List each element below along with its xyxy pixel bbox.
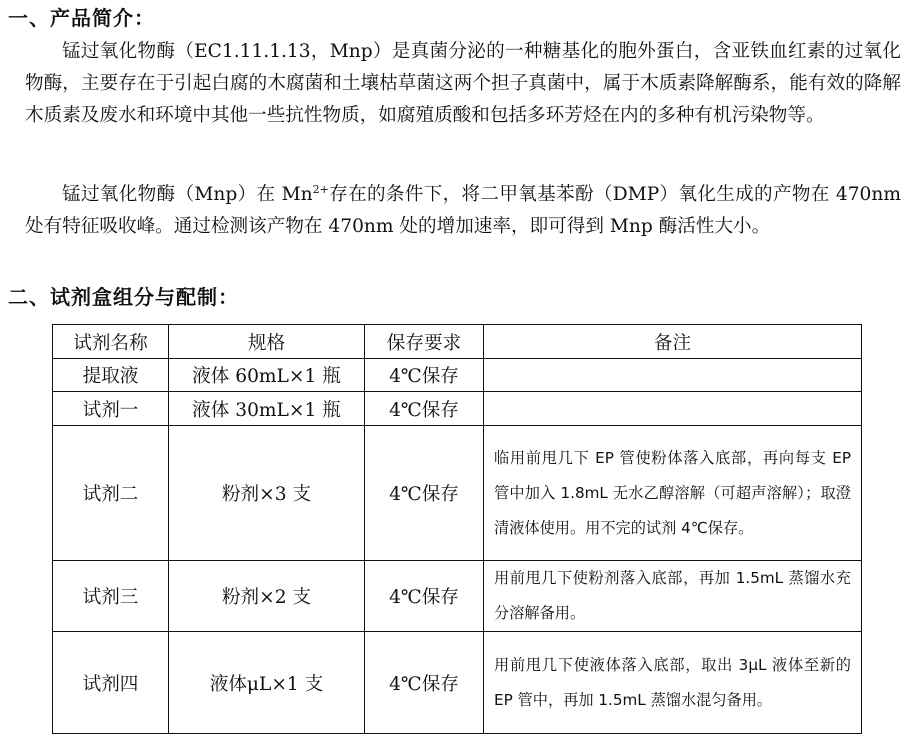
- manganese-charge-superscript: 2+: [312, 182, 329, 196]
- cell-reagent-name: 试剂一: [53, 392, 169, 426]
- cell-storage: 4℃保存: [365, 632, 484, 734]
- cell-storage: 4℃保存: [365, 392, 484, 426]
- cell-note: 用前甩几下使液体落入底部，取出 3μL 液体至新的 EP 管中，再加 1.5mL 蒸馏水混匀备用。: [484, 632, 862, 734]
- cell-note: 临用前甩几下 EP 管使粉体落入底部，再向每支 EP 管中加入 1.8mL 无水乙醇溶解（可超声溶解）；取澄清液体使用。用不完的试剂 4℃保存。: [484, 426, 862, 561]
- cell-note: 用前甩几下使粉剂落入底部，再加 1.5mL 蒸馏水充分溶解备用。: [484, 561, 862, 632]
- intro-paragraph-1: 锰过氧化物酶（EC1.11.1.13，Mnp）是真菌分泌的一种糖基化的胞外蛋白，含亚铁血红素的过氧化物酶，主要存在于引起白腐的木腐菌和土壤枯草菌这两个担子真菌中，属于木质素降解酶系，能有效的降解木质素及废水和环境中其他一些抗性物质，如腐殖质酸和包括多环芳烃在内的多种有机污染物等。: [25, 41, 901, 126]
- cell-spec: 粉剂×2 支: [169, 561, 365, 632]
- section-heading-kit-components: 二、试剂盒组分与配制：: [8, 285, 239, 309]
- cell-note: [484, 392, 862, 426]
- cell-storage: 4℃保存: [365, 359, 484, 392]
- intro-paragraph-2-before: 锰过氧化物酶（Mnp）在 Mn: [62, 184, 313, 205]
- cell-storage: 4℃保存: [365, 561, 484, 632]
- intro-paragraph-2: [25, 179, 901, 243]
- cell-spec: 粉剂×3 支: [169, 426, 365, 561]
- cell-storage: 4℃保存: [365, 426, 484, 561]
- reagent-table: [52, 324, 862, 734]
- cell-reagent-name: 试剂四: [53, 632, 169, 734]
- cell-spec: 液体 30mL×1 瓶: [169, 392, 365, 426]
- table-header-row: [53, 325, 862, 359]
- table-row: [53, 561, 862, 632]
- cell-spec: 液体μL×1 支: [169, 632, 365, 734]
- cell-note: [484, 359, 862, 392]
- table-row: [53, 359, 862, 392]
- intro-paragraph-2-after: 存在的条件下，将二甲氧基苯酚（DMP）氧化生成的产物在 470nm 处有特征吸收峰。通过检测该产物在 470nm 处的增加速率，即可得到 Mnp 酶活性大小。: [25, 184, 901, 237]
- header-storage: 保存要求: [365, 325, 484, 359]
- cell-reagent-name: 提取液: [53, 359, 169, 392]
- cell-spec: 液体 60mL×1 瓶: [169, 359, 365, 392]
- header-note: 备注: [484, 325, 862, 359]
- cell-reagent-name: 试剂二: [53, 426, 169, 561]
- table-row: [53, 632, 862, 734]
- table-row: [53, 392, 862, 426]
- section-heading-intro: 一、产品简介：: [8, 6, 155, 30]
- table-row: [53, 426, 862, 561]
- header-spec: 规格: [169, 325, 365, 359]
- cell-reagent-name: 试剂三: [53, 561, 169, 632]
- header-reagent-name: 试剂名称: [53, 325, 169, 359]
